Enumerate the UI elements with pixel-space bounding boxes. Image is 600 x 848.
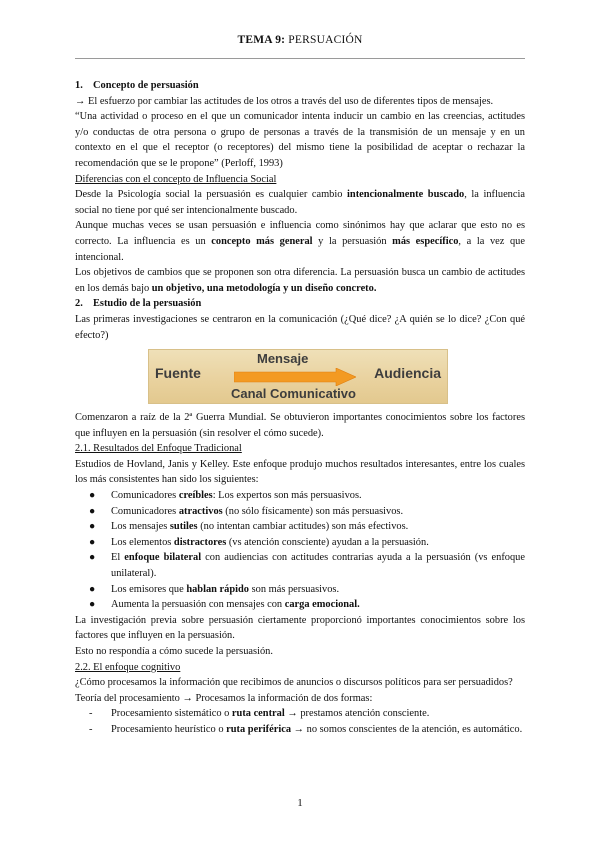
text-run: Los mensajes <box>111 521 170 533</box>
text-run: Los elementos <box>111 536 174 548</box>
paragraph-no-respondia: Esto no respondía a cómo sucede la persuasión. <box>75 646 273 657</box>
section-1-number: 1. <box>75 80 83 91</box>
paragraph-teoria: Teoría del procesamiento → Procesamos la información de dos formas: <box>75 692 373 704</box>
list-item <box>75 706 525 722</box>
bold-run: creíbles <box>178 490 213 502</box>
text-run: → prestamos atención consciente. <box>284 708 430 720</box>
list-item <box>75 597 525 613</box>
dash-marker: - <box>89 708 93 720</box>
bold-run: distractores <box>173 536 227 548</box>
subheading-enfoque-tradicional: 2.1. Resultados del Enfoque Tradicional <box>75 443 242 455</box>
text-run: → no somos conscientes de la atención, es automático. <box>291 723 523 735</box>
text-run: Comunicadores <box>111 490 179 502</box>
list-item <box>75 504 525 520</box>
text-run: Procesamiento heurístico o <box>111 723 227 735</box>
section-2-title: Estudio de la persuasión <box>93 298 202 310</box>
results-list <box>75 488 525 613</box>
section-2-number: 2. <box>75 298 83 310</box>
list-item <box>75 535 525 551</box>
list-item <box>75 519 525 535</box>
list-item <box>75 582 525 598</box>
bold-run: atractivos <box>178 505 223 517</box>
paragraph-hovland: Estudios de Hovland, Janis y Kelley. Este enfoque produjo muchos resultados interesantes, entre los cuales los más consistentes han sido los siguientes: <box>75 458 525 486</box>
bold-run: ruta periférica <box>226 723 292 735</box>
document-body <box>75 78 525 738</box>
bullet-icon: ● <box>89 552 96 564</box>
processing-list <box>75 706 525 737</box>
text-run: (vs atención consciente) ayudan a la persuasión. <box>226 536 429 548</box>
text-run: Los emisores que <box>111 583 187 595</box>
text-run: Aunque muchas veces se usan persuasión e influencia como sinónimos hay que aclarar que esto no es correcto. La influencia es un <box>75 220 525 247</box>
subheading-enfoque-cognitivo: 2.2. El enfoque cognitivo <box>75 661 181 673</box>
bold-run: intencionalmente buscado <box>347 189 465 201</box>
bullet-icon: ● <box>89 583 96 595</box>
paragraph-investigacion-previa: La investigación previa sobre persuasión ciertamente proporcionó importantes conocimientos sobre los factores que influyen en la persuasión. <box>75 614 525 642</box>
page-header <box>0 34 600 46</box>
list-item <box>75 488 525 504</box>
bullet-icon: ● <box>89 599 96 611</box>
section-1-title: Concepto de persuasión <box>93 80 199 91</box>
text-run: , la influencia social no tiene por qué ser intencionalmente buscado. <box>75 189 525 216</box>
paragraph-primeras-investigaciones: Las primeras investigaciones se centraron en la comunicación (¿Qué dice? ¿A quién se lo dice? ¿Con qué efecto?) <box>75 313 525 341</box>
section-1-intro: → El esfuerzo por cambiar las actitudes de los otros a través del uso de diferentes tipos de mensajes. <box>75 95 494 107</box>
text-run: con audiencias con actitudes contrarias ayuda a la persuasión (vs enfoque unilateral). <box>111 552 525 580</box>
paragraph-como-procesamos: ¿Cómo procesamos la información que recibimos de anuncios o discursos políticos para ser persuadidos? <box>75 677 513 689</box>
text-run: son más persuasivos. <box>249 583 340 595</box>
bold-run: enfoque bilateral <box>124 552 202 564</box>
bold-run: hablan rápido <box>186 583 249 595</box>
diagram-canal: Canal Comunicativo <box>231 386 356 402</box>
text-run: : Los expertos son más persuasivos. <box>212 490 362 502</box>
header-title: PERSUACIÓN <box>288 34 363 46</box>
paragraph-objetivos <box>75 265 525 296</box>
diagram-audiencia: Audiencia <box>374 365 441 382</box>
definition-quote: “Una actividad o proceso en el que un comunicador intenta inducir un cambio en las creencias, actitudes y/o conductas de otra persona o grupo de personas a través de la transmisión de un mensaje y en un contexto en el que el receptor (o receptores) del mismo tiene la posibilidad de aceptar o rechazar la recomendación que se le propone” (Perloff, 1993) <box>75 111 525 169</box>
communication-diagram <box>148 349 448 404</box>
paragraph-sinonimos <box>75 218 525 265</box>
diagram-mensaje: Mensaje <box>257 351 309 367</box>
section-2-heading <box>75 296 525 312</box>
bullet-icon: ● <box>89 536 96 548</box>
diagram-fuente: Fuente <box>155 365 201 382</box>
text-run: Procesamiento sistemático o <box>111 708 232 720</box>
text-run: , a la vez que intencional. <box>75 235 525 263</box>
bold-run: un objetivo, una metodología y un diseño concreto. <box>151 282 377 294</box>
list-item <box>75 722 525 738</box>
text-run: (no intentan cambiar actitudes) son más efectivos. <box>197 521 409 533</box>
paragraph-intencional <box>75 187 525 218</box>
text-run: El <box>111 552 125 564</box>
diagram-arrow-icon <box>234 368 356 386</box>
bold-run: más específico <box>392 235 459 247</box>
header-rule <box>75 58 525 59</box>
paragraph-segunda-guerra: Comenzaron a raíz de la 2ª Guerra Mundial. Se obtuvieron importantes conocimientos sobre los factores que influyen en la persuasión (sin resolver el cómo sucede). <box>75 412 525 439</box>
header-tema: TEMA 9: <box>237 34 286 46</box>
list-item <box>75 550 525 581</box>
section-1-heading <box>75 78 525 94</box>
text-run: y la persuasión <box>312 235 393 247</box>
bullet-icon: ● <box>89 505 96 517</box>
page-number: 1 <box>297 797 303 809</box>
bold-run: carga emocional. <box>284 599 360 611</box>
subheading-diferencias: Diferencias con el concepto de Influencia Social <box>75 173 277 185</box>
text-run: Comunicadores <box>111 505 179 517</box>
text-run: (no sólo físicamente) son más persuasivos. <box>222 505 404 517</box>
bold-run: concepto más general <box>211 235 313 247</box>
bullet-icon: ● <box>89 490 96 502</box>
bold-run: ruta central <box>231 708 285 720</box>
dash-marker: - <box>89 723 93 735</box>
text-run: Los objetivos de cambios que se proponen son otra diferencia. La persuasión busca un cambio de actitudes en los demás bajo <box>75 267 525 294</box>
bold-run: sutiles <box>169 521 198 533</box>
text-run: Aumenta la persuasión con mensajes con <box>111 599 285 611</box>
text-run: Desde la Psicología social la persuasión es cualquier cambio <box>75 189 348 201</box>
bullet-icon: ● <box>89 521 96 533</box>
